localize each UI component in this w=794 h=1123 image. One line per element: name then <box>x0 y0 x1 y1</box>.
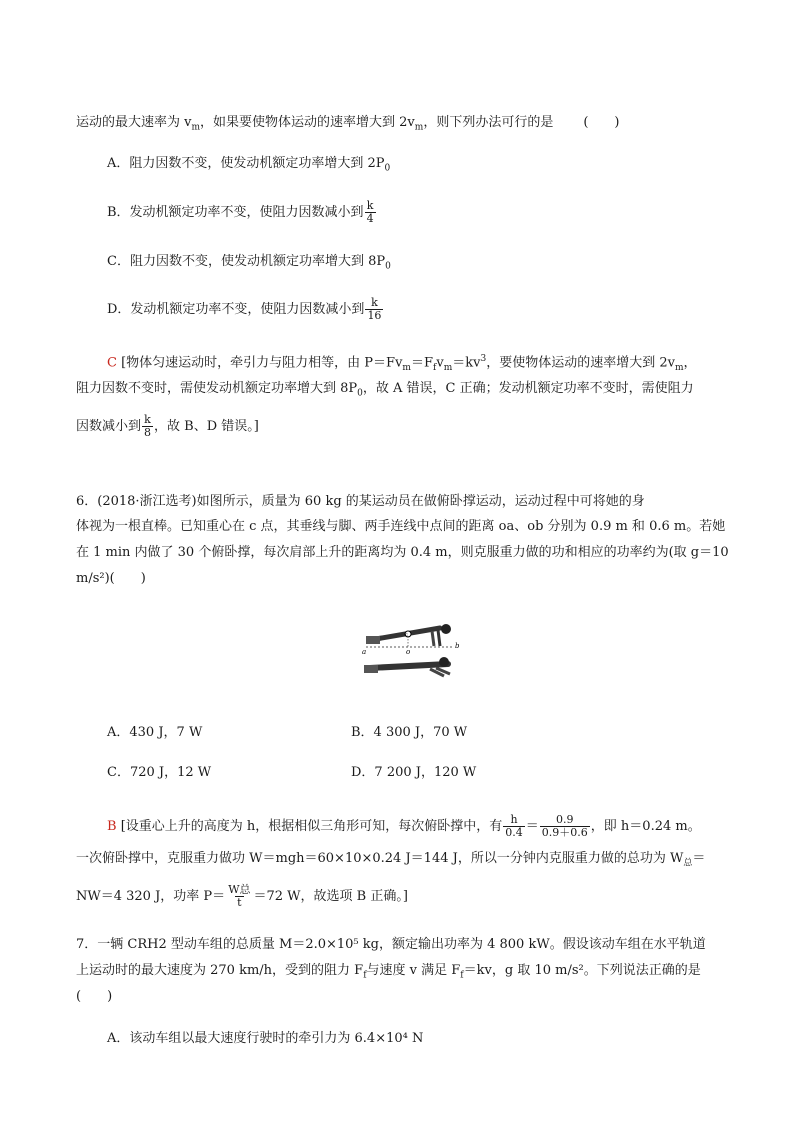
pushup-upper-pose <box>366 624 451 646</box>
q6-option-d: D．7 200 J，120 W <box>351 765 477 780</box>
q6-stem-line2: 体视为一根直棒。已知重心在 c 点，其垂线与脚、两手连线中点间的距离 oa、ob 分别为 0.9 m 和 0.6 m。若她 <box>76 519 726 534</box>
label-c: c <box>405 632 408 638</box>
answer-letter: C <box>107 355 117 371</box>
q5-option-b: B．发动机额定功率不变，使阻力因数减小到 $\frac{k}{4}$ <box>107 199 374 225</box>
answer-paren: ( ) <box>583 115 620 130</box>
q6-option-b: B．4 300 J，70 W <box>351 725 468 740</box>
q5-option-a: A．阻力因数不变，使发动机额定功率增大到 $2P_0$ <box>107 156 391 174</box>
label-b: b <box>455 642 460 650</box>
label-a: a <box>362 648 367 656</box>
q6-stem-line1: 6．(2018·浙江选考)如图所示，质量为 60 kg 的某运动员在做俯卧撑运动，运动过程中可将她的身 <box>76 494 645 509</box>
label-o: o <box>406 648 411 656</box>
q6-stem-line3: 在 1 min 内做了 30 个俯卧撑，每次肩部上升的距离均为 0.4 m，则克服重力做的功和相应的功率约为(取 g＝10 <box>76 545 729 560</box>
fraction: $\frac{k}{8}$ <box>144 413 152 439</box>
fraction: $\frac{h}{0.4}$ <box>505 813 523 839</box>
pushup-lower-pose <box>364 657 450 676</box>
q5-explanation-line3: 因数减小到 $\frac{k}{8}$ ，故 B、D 错误。] <box>76 413 259 439</box>
q5-explanation-line2: 阻力因数不变时，需使发动机额定功率增大到 $8P_0$，故 A 错误，C 正确；发动机额定功率不变时，需使阻力 <box>76 381 694 399</box>
answer-letter: B <box>107 819 117 834</box>
q7-stem-line1: 7．一辆 CRH2 型动车组的总质量 M＝2.0×10⁵ kg，额定输出功率为 4 800 kW。假设该动车组在水平轨道 <box>76 937 706 952</box>
fraction: $\frac{\text{W总}}{t}$ <box>228 883 251 909</box>
q5-option-c: C．阻力因数不变，使发动机额定功率增大到 $8P_0$ <box>107 254 391 272</box>
fraction: $\frac{0.9}{0.9+0.6}$ <box>541 813 588 839</box>
q5-stem: 运动的最大速率为 $v_m$，如果要使物体运动的速率增大到 $2v_m$，则下列办法可行的是 ( ) <box>76 115 620 133</box>
fraction: $\frac{k}{16}$ <box>367 296 382 322</box>
q5-explanation-line1: C [物体匀速运动时，牵引力与阻力相等，由 $P=Fv_m=F_fv_m=kv^3$，要使物体运动的速率增大到 $2v_m$， <box>107 354 697 373</box>
pushup-figure <box>360 624 468 686</box>
q6-option-c: C．720 J，12 W <box>107 765 212 780</box>
q7-option-a: A．该动车组以最大速度行驶时的牵引力为 6.4×10⁴ N <box>107 1031 424 1046</box>
q7-stem-line3: ( ) <box>76 989 113 1004</box>
q5-option-d: D．发动机额定功率不变，使阻力因数减小到 $\frac{k}{16}$ <box>107 296 382 322</box>
q6-explanation-line1: B [设重心上升的高度为 h，根据相似三角形可知，每次俯卧撑中，有 $\frac{h}{0.4}$ ＝ $\frac{0.9}{0.9+0.6}$ ，即 h＝0.24 m。 <box>107 813 701 839</box>
q6-option-a: A．430 J，7 W <box>107 725 203 740</box>
q6-explanation-line2: 一次俯卧撑中，克服重力做功 W＝mgh＝60×10×0.24 J＝144 J，所以一分钟内克服重力做的总功为 $W_总=$ <box>76 851 706 869</box>
fraction: $\frac{k}{4}$ <box>366 199 374 225</box>
q6-stem-line4: m/s²)( ) <box>76 571 146 586</box>
q7-stem-line2: 上运动时的最大速度为 270 km/h，受到的阻力 $F_f$与速度 v 满足 $F_f=kv$，g 取 10 m/s²。下列说法正确的是 <box>76 963 701 981</box>
q6-explanation-line3: NW＝4 320 J，功率 P＝ $\frac{\text{W总}}{t}$ ＝72 W，故选项 B 正确。] <box>76 883 408 909</box>
